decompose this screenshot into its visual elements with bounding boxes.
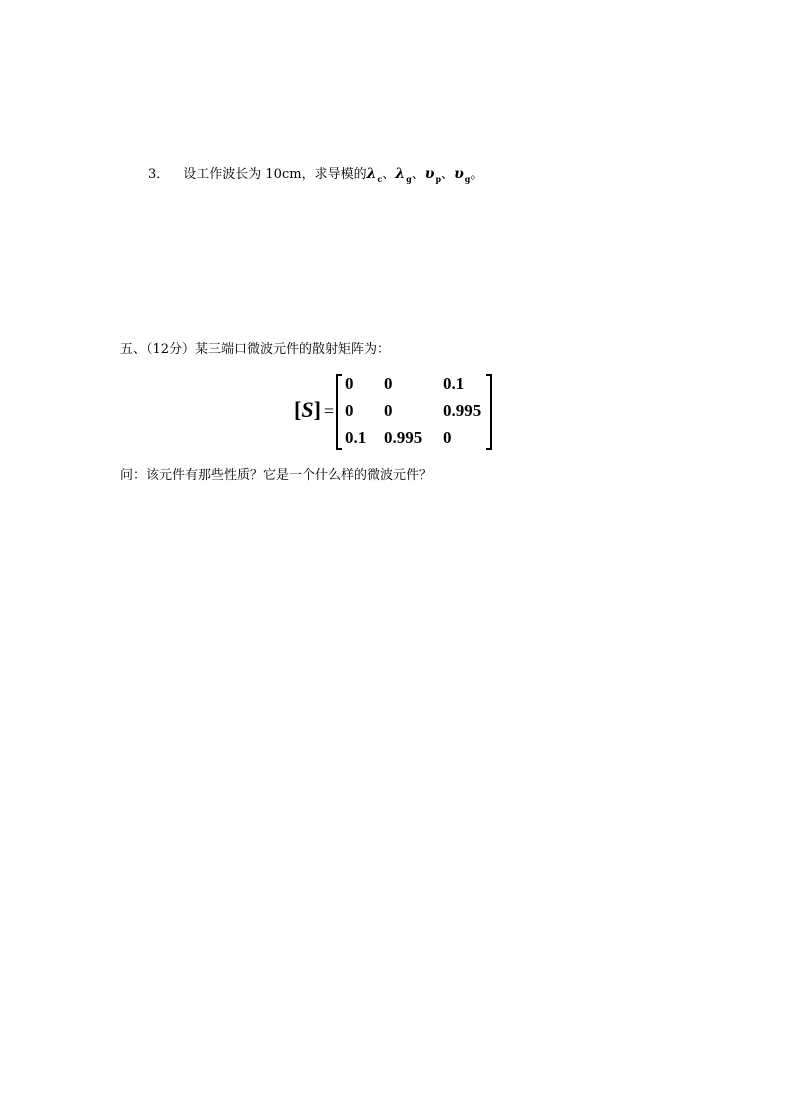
matrix-cell: 0 bbox=[345, 374, 354, 393]
matrix-cell: 0 bbox=[345, 401, 354, 420]
matrix-cell: 0 bbox=[443, 428, 452, 447]
right-bracket bbox=[486, 374, 492, 450]
problem-3 bbox=[148, 164, 483, 185]
group-velocity-symbol: $\upsilon_g$ bbox=[454, 166, 471, 184]
lambda-c-symbol: $\lambda_c$ bbox=[366, 166, 383, 184]
section-5-heading: 五、（12分）某三端口微波元件的散射矩阵为： bbox=[120, 342, 391, 357]
separator: 、 bbox=[441, 167, 455, 182]
problem-text: 设工作波长为 10cm，求导模的 bbox=[183, 167, 367, 182]
equals-sign: = bbox=[323, 401, 335, 421]
lambda-g-symbol: $\lambda_g$ bbox=[395, 166, 412, 184]
separator: 、 bbox=[411, 167, 425, 182]
scattering-matrix bbox=[294, 372, 504, 452]
problem-number: 3． bbox=[148, 167, 170, 182]
matrix-cell: 0.1 bbox=[443, 374, 465, 393]
separator: 、 bbox=[382, 167, 396, 182]
matrix-cell: 0.1 bbox=[345, 428, 367, 447]
matrix-cell: 0.995 bbox=[384, 428, 423, 447]
matrix-cell: 0 bbox=[384, 401, 393, 420]
section-5-question: 问：该元件有那些性质？它是一个什么样的微波元件？ bbox=[120, 468, 433, 483]
left-bracket bbox=[336, 374, 342, 450]
matrix-cell: 0 bbox=[384, 374, 393, 393]
s-symbol: S bbox=[301, 397, 314, 422]
matrix-lhs: [S] = bbox=[294, 397, 335, 422]
period: 。 bbox=[470, 167, 484, 182]
matrix-cell: 0.995 bbox=[443, 401, 482, 420]
phase-velocity-symbol: $\upsilon_p$ bbox=[424, 166, 442, 184]
